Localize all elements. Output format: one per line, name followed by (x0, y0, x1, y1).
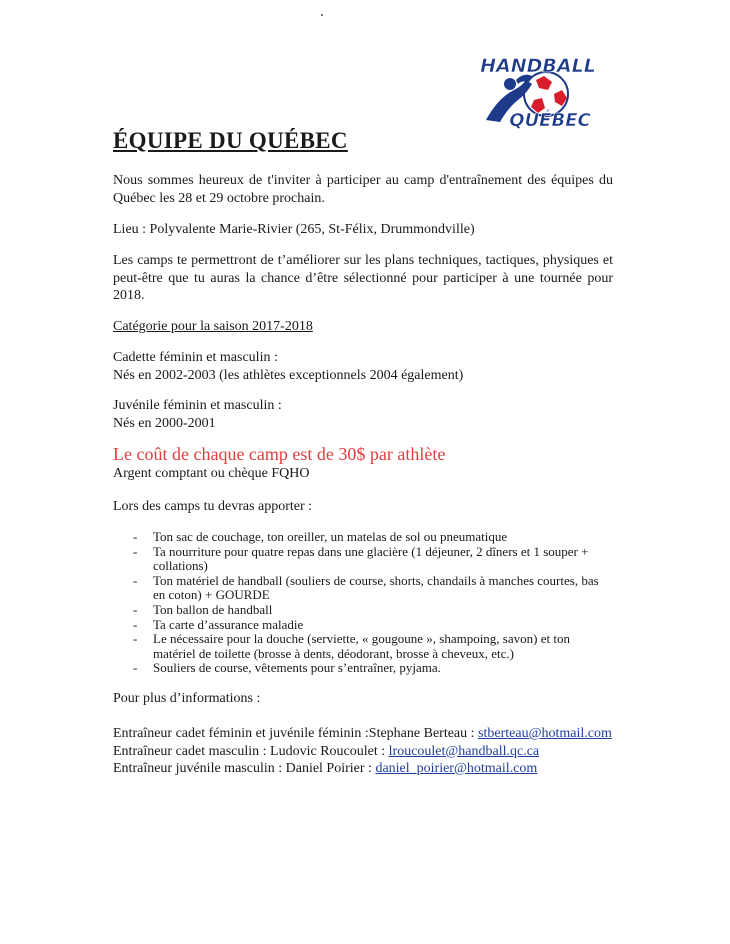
contacts-block (113, 725, 612, 778)
bring-heading: Lors des camps tu devras apporter : (113, 499, 313, 514)
list-item-text: Le nécessaire pour la douche (serviette, « gougoune », shampoing, savon) et ton matériel de toilette (brosse à dents, déodorant, brosse à cheveux, etc.) (153, 631, 570, 661)
contact-email-link[interactable]: daniel_poirier@hotmail.com (375, 761, 538, 776)
payment-line: Argent comptant ou chèque FQHO (113, 466, 310, 481)
category-juvenile-name: Juvénile féminin et masculin : (113, 398, 282, 413)
contact-label: Entraîneur cadet masculin : Ludovic Roucoulet : (113, 743, 386, 759)
logo-text-bottom: QUÉBEC (509, 110, 591, 131)
contact-label: Entraîneur cadet féminin et juvénile féminin :Stephane Berteau : (113, 726, 475, 741)
list-item-text: Ta carte d’assurance maladie (153, 616, 304, 632)
description-paragraph: Les camps te permettront de t’améliorer sur les plans techniques, tactiques, physiques et peut-être que tu auras la chance d’être sélectionné pour participer à une tournée pour 2018. (113, 253, 613, 303)
scan-speck (321, 14, 323, 16)
contact-email-link[interactable]: lroucoulet@handball.qc.ca (388, 743, 540, 759)
contact-label: Entraîneur juvénile masculin : Daniel Poirier : (113, 761, 372, 776)
list-bullet: - (133, 572, 138, 588)
list-item (133, 574, 613, 603)
items-list (133, 530, 613, 676)
location-line: Lieu : Polyvalente Marie-Rivier (265, St-Félix, Drummondville) (113, 222, 475, 237)
contact-row-cadet-masculin (113, 743, 612, 761)
contact-row-cadet-feminin (113, 725, 612, 743)
list-item (133, 530, 613, 545)
list-bullet: - (133, 543, 138, 559)
category-juvenile-years: Nés en 2000-2001 (113, 415, 216, 431)
logo-graphic (478, 50, 598, 132)
category-cadet-name: Cadette féminin et masculin : (113, 350, 278, 365)
list-bullet: - (133, 529, 138, 544)
handball-quebec-logo (478, 50, 598, 132)
list-item (133, 603, 613, 618)
list-item (133, 632, 613, 661)
info-heading: Pour plus d’informations : (113, 691, 261, 706)
logo-text-top: HANDBALL (480, 55, 596, 77)
list-item (133, 618, 613, 633)
list-item-text: Ton sac de couchage, ton oreiller, un matelas de sol ou pneumatique (153, 529, 508, 544)
category-cadet-years: Nés en 2002-2003 (les athlètes exceptionnels 2004 également) (113, 367, 464, 383)
page-title: ÉQUIPE DU QUÉBEC (113, 128, 348, 153)
list-bullet: - (133, 616, 138, 632)
list-item-text: Ton ballon de handball (153, 601, 273, 617)
category-juvenile (113, 397, 613, 432)
category-cadet (113, 349, 613, 384)
contact-row-juvenile-masculin (113, 760, 612, 778)
list-bullet: - (133, 660, 138, 676)
list-item (133, 661, 613, 676)
list-item-text: Ton matériel de handball (souliers de course, shorts, chandails à manches courtes, bas en coton) + GOURDE (153, 572, 599, 603)
season-heading: Catégorie pour la saison 2017-2018 (113, 319, 313, 334)
list-item-text: Souliers de course, vêtements pour s’entraîner, pyjama. (153, 660, 441, 676)
list-item (133, 545, 613, 574)
list-item-text: Ta nourriture pour quatre repas dans une glacière (1 déjeuner, 2 dîners et 1 souper + collations) (153, 543, 589, 574)
list-bullet: - (133, 601, 138, 617)
contact-email-link[interactable]: stberteau@hotmail.com (478, 726, 612, 741)
cost-notice: Le coût de chaque camp est de 30$ par athlète (113, 444, 446, 464)
list-bullet: - (133, 631, 138, 647)
intro-paragraph: Nous sommes heureux de t'inviter à participer au camp d'entraînement des équipes du Québec les 28 et 29 octobre prochain. (113, 173, 613, 206)
